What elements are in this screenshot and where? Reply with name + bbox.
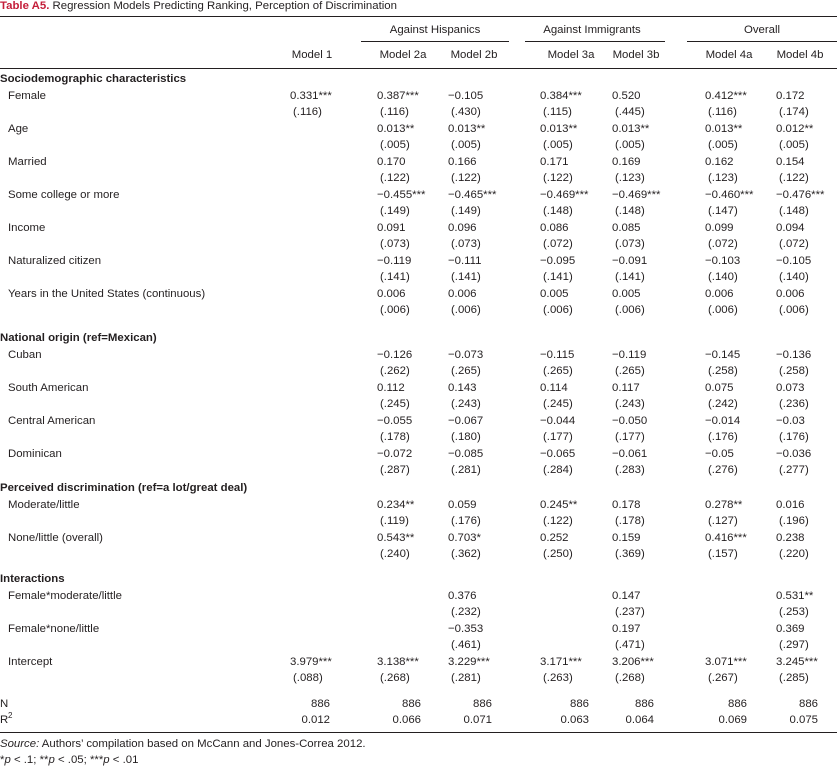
row-label: Moderate/little	[8, 498, 80, 511]
std-error-cell: (.281)	[451, 464, 481, 476]
std-error-cell: (.262)	[380, 365, 410, 377]
header-rule	[0, 68, 837, 69]
std-error-cell: (.250)	[543, 548, 573, 560]
coefficient-cell: 0.166	[448, 155, 477, 168]
std-error-cell: (.265)	[615, 365, 645, 377]
std-error-cell: (.123)	[615, 172, 645, 184]
model-header: Model 2a	[379, 49, 427, 61]
std-error-cell: (.116)	[293, 106, 322, 118]
coefficient-cell: 0.245**	[540, 498, 578, 511]
group-rule-overall	[687, 41, 837, 42]
std-error-cell: (.149)	[380, 205, 410, 217]
coefficient-cell: −0.119	[612, 348, 647, 361]
summary-cell: 886	[569, 698, 589, 710]
row-label: Female	[8, 89, 46, 102]
std-error-cell: (.297)	[779, 639, 809, 651]
std-error-cell: (.157)	[708, 548, 738, 560]
std-error-cell: (.220)	[779, 548, 809, 560]
std-error-cell: (.006)	[779, 304, 809, 316]
std-error-cell: (.236)	[779, 398, 809, 410]
coefficient-cell: 0.520	[612, 89, 641, 102]
std-error-cell: (.253)	[779, 606, 809, 618]
std-error-cell: (.265)	[543, 365, 573, 377]
table-label: Table A5.	[0, 0, 50, 12]
coefficient-cell: 3.979***	[290, 655, 332, 668]
coefficient-cell: 0.013**	[540, 122, 578, 135]
coefficient-cell: 0.075	[705, 381, 734, 394]
coefficient-cell: −0.072	[377, 447, 413, 460]
row-label: Cuban	[8, 348, 42, 361]
std-error-cell: (.471)	[615, 639, 645, 651]
coefficient-cell: 0.143	[448, 381, 477, 394]
coefficient-cell: 0.252	[540, 531, 569, 544]
std-error-cell: (.258)	[779, 365, 809, 377]
row-label: Income	[8, 221, 46, 234]
coefficient-cell: −0.091	[612, 254, 648, 267]
coefficient-cell: 0.006	[448, 287, 477, 300]
std-error-cell: (.283)	[615, 464, 645, 476]
coefficient-cell: 0.096	[448, 221, 477, 234]
table-caption	[0, 0, 397, 14]
coefficient-cell: 3.071***	[705, 655, 747, 668]
std-error-cell: (.147)	[708, 205, 738, 217]
summary-cell: 0.066	[392, 714, 421, 726]
coefficient-cell: 0.384***	[540, 89, 582, 102]
coefficient-cell: 0.543**	[377, 531, 415, 544]
std-error-cell: (.005)	[708, 139, 738, 151]
coefficient-cell: −0.036	[776, 447, 812, 460]
coefficient-cell: −0.111	[448, 254, 482, 267]
row-label: Intercept	[8, 655, 53, 668]
coefficient-cell: 0.013**	[448, 122, 486, 135]
summary-cell: 886	[634, 698, 654, 710]
coefficient-cell: −0.119	[377, 254, 412, 267]
std-error-cell: (.242)	[708, 398, 738, 410]
coefficient-cell: 0.531**	[776, 589, 814, 602]
std-error-cell: (.006)	[708, 304, 738, 316]
coefficient-cell: 0.006	[705, 287, 734, 300]
summary-cell: 886	[310, 698, 330, 710]
coefficient-cell: 0.178	[612, 498, 641, 511]
std-error-cell: (.005)	[615, 139, 645, 151]
model-header: Model 1	[291, 49, 333, 61]
coefficient-cell: −0.065	[540, 447, 576, 460]
model-header: Model 4b	[776, 49, 824, 61]
group-header-immigrants: Against Immigrants	[543, 24, 641, 36]
summary-cell: 886	[798, 698, 818, 710]
std-error-cell: (.369)	[615, 548, 645, 560]
std-error-cell: (.073)	[451, 238, 481, 250]
coefficient-cell: −0.115	[540, 348, 575, 361]
coefficient-cell: −0.061	[612, 447, 648, 460]
std-error-cell: (.180)	[451, 431, 481, 443]
std-error-cell: (.073)	[615, 238, 645, 250]
model-header: Model 3a	[547, 49, 595, 61]
row-label: Female*none/little	[8, 622, 100, 635]
model-header: Model 3b	[612, 49, 660, 61]
bottom-rule	[0, 732, 837, 733]
std-error-cell: (.115)	[543, 106, 572, 118]
coefficient-cell: 0.147	[612, 589, 641, 602]
section-title: National origin (ref=Mexican)	[0, 332, 157, 344]
coefficient-cell: −0.105	[776, 254, 812, 267]
std-error-cell: (.140)	[779, 271, 809, 283]
coefficient-cell: 0.162	[705, 155, 734, 168]
coefficient-cell: 0.005	[612, 287, 641, 300]
coefficient-cell: 0.012**	[776, 122, 814, 135]
std-error-cell: (.122)	[451, 172, 481, 184]
summary-cell: 886	[727, 698, 747, 710]
coefficient-cell: 0.013**	[612, 122, 650, 135]
std-error-cell: (.243)	[451, 398, 481, 410]
std-error-cell: (.177)	[615, 431, 645, 443]
section-title: Sociodemographic characteristics	[0, 73, 187, 85]
std-error-cell: (.430)	[451, 106, 481, 118]
coefficient-cell: −0.073	[448, 348, 484, 361]
source-label: Source:	[0, 738, 40, 750]
std-error-cell: (.088)	[293, 672, 323, 684]
coefficient-cell: 0.169	[612, 155, 641, 168]
coefficient-cell: 0.376	[448, 589, 477, 602]
std-error-cell: (.072)	[779, 238, 809, 250]
std-error-cell: (.122)	[543, 515, 573, 527]
group-header-overall: Overall	[743, 24, 781, 36]
std-error-cell: (.277)	[779, 464, 809, 476]
coefficient-cell: 0.172	[776, 89, 805, 102]
coefficient-cell: −0.044	[540, 414, 576, 427]
coefficient-cell: 0.170	[377, 155, 406, 168]
row-label: Married	[8, 155, 47, 168]
coefficient-cell: −0.014	[705, 414, 741, 427]
std-error-cell: (.267)	[708, 672, 738, 684]
coefficient-cell: 0.094	[776, 221, 805, 234]
coefficient-cell: 3.138***	[377, 655, 419, 668]
coefficient-cell: −0.126	[377, 348, 413, 361]
std-error-cell: (.127)	[708, 515, 738, 527]
section-title: Interactions	[0, 573, 65, 585]
coefficient-cell: −0.460***	[705, 188, 754, 201]
std-error-cell: (.263)	[543, 672, 573, 684]
coefficient-cell: 0.234**	[377, 498, 415, 511]
coefficient-cell: 0.013**	[705, 122, 743, 135]
coefficient-cell: −0.469***	[612, 188, 661, 201]
std-error-cell: (.178)	[615, 515, 645, 527]
std-error-cell: (.148)	[615, 205, 645, 217]
coefficient-cell: 0.369	[776, 622, 805, 635]
std-error-cell: (.362)	[451, 548, 481, 560]
coefficient-cell: 0.006	[377, 287, 406, 300]
coefficient-cell: 0.013**	[377, 122, 415, 135]
row-label: Female*moderate/little	[8, 589, 122, 602]
std-error-cell: (.178)	[380, 431, 410, 443]
std-error-cell: (.445)	[615, 106, 645, 118]
summary-cell: 886	[401, 698, 421, 710]
summary-cell: 0.069	[718, 714, 747, 726]
std-error-cell: (.245)	[543, 398, 573, 410]
coefficient-cell: −0.136	[776, 348, 812, 361]
coefficient-cell: −0.095	[540, 254, 576, 267]
coefficient-cell: −0.105	[448, 89, 484, 102]
coefficient-cell: −0.05	[705, 447, 734, 460]
std-error-cell: (.287)	[380, 464, 410, 476]
row-label: South American	[8, 381, 89, 394]
coefficient-cell: 0.278**	[705, 498, 743, 511]
std-error-cell: (.116)	[708, 106, 737, 118]
coefficient-cell: 0.416***	[705, 531, 747, 544]
coefficient-cell: 0.703*	[448, 531, 481, 544]
group-rule-hispanics	[361, 41, 509, 42]
std-error-cell: (.240)	[380, 548, 410, 560]
std-error-cell: (.141)	[543, 271, 573, 283]
std-error-cell: (.285)	[779, 672, 809, 684]
std-error-cell: (.140)	[708, 271, 738, 283]
std-error-cell: (.006)	[451, 304, 481, 316]
row-label: Dominican	[8, 447, 62, 460]
summary-label-superscript: 2	[8, 711, 13, 721]
summary-cell: 0.012	[301, 714, 330, 726]
std-error-cell: (.243)	[615, 398, 645, 410]
row-label: Central American	[8, 414, 96, 427]
std-error-cell: (.006)	[615, 304, 645, 316]
std-error-cell: (.122)	[779, 172, 809, 184]
row-label: Years in the United States (continuous)	[8, 287, 206, 300]
coefficient-cell: 0.171	[540, 155, 569, 168]
coefficient-cell: −0.465***	[448, 188, 497, 201]
group-rule-immigrants	[525, 41, 665, 42]
summary-cell: 0.075	[789, 714, 818, 726]
coefficient-cell: 0.099	[705, 221, 734, 234]
summary-label: N	[0, 698, 9, 710]
coefficient-cell: −0.03	[776, 414, 805, 427]
coefficient-cell: 0.073	[776, 381, 805, 394]
coefficient-cell: 0.412***	[705, 89, 747, 102]
significance-note: *p < .1; **p < .05; ***p < .01	[0, 754, 139, 766]
std-error-cell: (.005)	[451, 139, 481, 151]
coefficient-cell: 3.171***	[540, 655, 582, 668]
coefficient-cell: 0.331***	[290, 89, 332, 102]
std-error-cell: (.232)	[451, 606, 481, 618]
coefficient-cell: 0.238	[776, 531, 805, 544]
std-error-cell: (.141)	[380, 271, 410, 283]
summary-label: R	[0, 714, 9, 726]
std-error-cell: (.149)	[451, 205, 481, 217]
coefficient-cell: −0.055	[377, 414, 413, 427]
coefficient-cell: 0.159	[612, 531, 641, 544]
std-error-cell: (.245)	[380, 398, 410, 410]
std-error-cell: (.122)	[380, 172, 410, 184]
coefficient-cell: 0.086	[540, 221, 569, 234]
std-error-cell: (.276)	[708, 464, 738, 476]
summary-cell: 0.071	[463, 714, 492, 726]
std-error-cell: (.176)	[451, 515, 481, 527]
coefficient-cell: −0.476***	[776, 188, 825, 201]
coefficient-cell: 0.114	[540, 381, 568, 394]
coefficient-cell: −0.050	[612, 414, 648, 427]
std-error-cell: (.122)	[543, 172, 573, 184]
coefficient-cell: 0.387***	[377, 89, 419, 102]
source-note	[0, 737, 366, 751]
std-error-cell: (.265)	[451, 365, 481, 377]
std-error-cell: (.141)	[615, 271, 645, 283]
row-label: Naturalized citizen	[8, 254, 102, 267]
coefficient-cell: 0.005	[540, 287, 569, 300]
std-error-cell: (.177)	[543, 431, 573, 443]
coefficient-cell: 0.006	[776, 287, 805, 300]
coefficient-cell: 0.059	[448, 498, 477, 511]
coefficient-cell: 0.154	[776, 155, 805, 168]
std-error-cell: (.237)	[615, 606, 645, 618]
std-error-cell: (.005)	[543, 139, 573, 151]
std-error-cell: (.006)	[380, 304, 410, 316]
coefficient-cell: −0.353	[448, 622, 484, 635]
model-header: Model 4a	[705, 49, 753, 61]
std-error-cell: (.141)	[451, 271, 481, 283]
coefficient-cell: −0.469***	[540, 188, 589, 201]
std-error-cell: (.123)	[708, 172, 738, 184]
std-error-cell: (.176)	[708, 431, 738, 443]
std-error-cell: (.148)	[543, 205, 573, 217]
std-error-cell: (.119)	[380, 515, 409, 527]
coefficient-cell: 3.245***	[776, 655, 818, 668]
std-error-cell: (.176)	[779, 431, 809, 443]
std-error-cell: (.258)	[708, 365, 738, 377]
coefficient-cell: −0.067	[448, 414, 484, 427]
top-rule	[0, 16, 837, 17]
std-error-cell: (.174)	[779, 106, 809, 118]
coefficient-cell: 0.085	[612, 221, 641, 234]
coefficient-cell: 0.112	[377, 381, 405, 394]
summary-cell: 0.063	[560, 714, 589, 726]
coefficient-cell: 3.206***	[612, 655, 654, 668]
std-error-cell: (.148)	[779, 205, 809, 217]
std-error-cell: (.072)	[708, 238, 738, 250]
std-error-cell: (.281)	[451, 672, 481, 684]
std-error-cell: (.072)	[543, 238, 573, 250]
summary-cell: 0.064	[625, 714, 654, 726]
group-header-hispanics: Against Hispanics	[389, 24, 481, 36]
summary-cell: 886	[472, 698, 492, 710]
section-title: Perceived discrimination (ref=a lot/great deal)	[0, 482, 248, 494]
std-error-cell: (.005)	[779, 139, 809, 151]
table-title: Regression Models Predicting Ranking, Perception of Discrimination	[49, 0, 397, 12]
coefficient-cell: −0.145	[705, 348, 741, 361]
std-error-cell: (.006)	[543, 304, 573, 316]
std-error-cell: (.196)	[779, 515, 809, 527]
summary-label-sup-wrap	[8, 713, 12, 727]
model-header: Model 2b	[450, 49, 498, 61]
coefficient-cell: 0.091	[377, 221, 406, 234]
std-error-cell: (.005)	[380, 139, 410, 151]
std-error-cell: (.461)	[451, 639, 481, 651]
coefficient-cell: 0.117	[612, 381, 640, 394]
coefficient-cell: −0.085	[448, 447, 484, 460]
std-error-cell: (.268)	[380, 672, 410, 684]
std-error-cell: (.284)	[543, 464, 573, 476]
row-label: None/little (overall)	[8, 531, 103, 544]
source-text: Authors’ compilation based on McCann and Jones-Correa 2012.	[39, 738, 366, 750]
std-error-cell: (.073)	[380, 238, 410, 250]
coefficient-cell: 3.229***	[448, 655, 490, 668]
coefficient-cell: 0.197	[612, 622, 641, 635]
row-label: Age	[8, 122, 29, 135]
coefficient-cell: −0.455***	[377, 188, 426, 201]
coefficient-cell: −0.103	[705, 254, 741, 267]
std-error-cell: (.268)	[615, 672, 645, 684]
std-error-cell: (.116)	[380, 106, 409, 118]
coefficient-cell: 0.016	[776, 498, 805, 511]
row-label: Some college or more	[8, 188, 120, 201]
